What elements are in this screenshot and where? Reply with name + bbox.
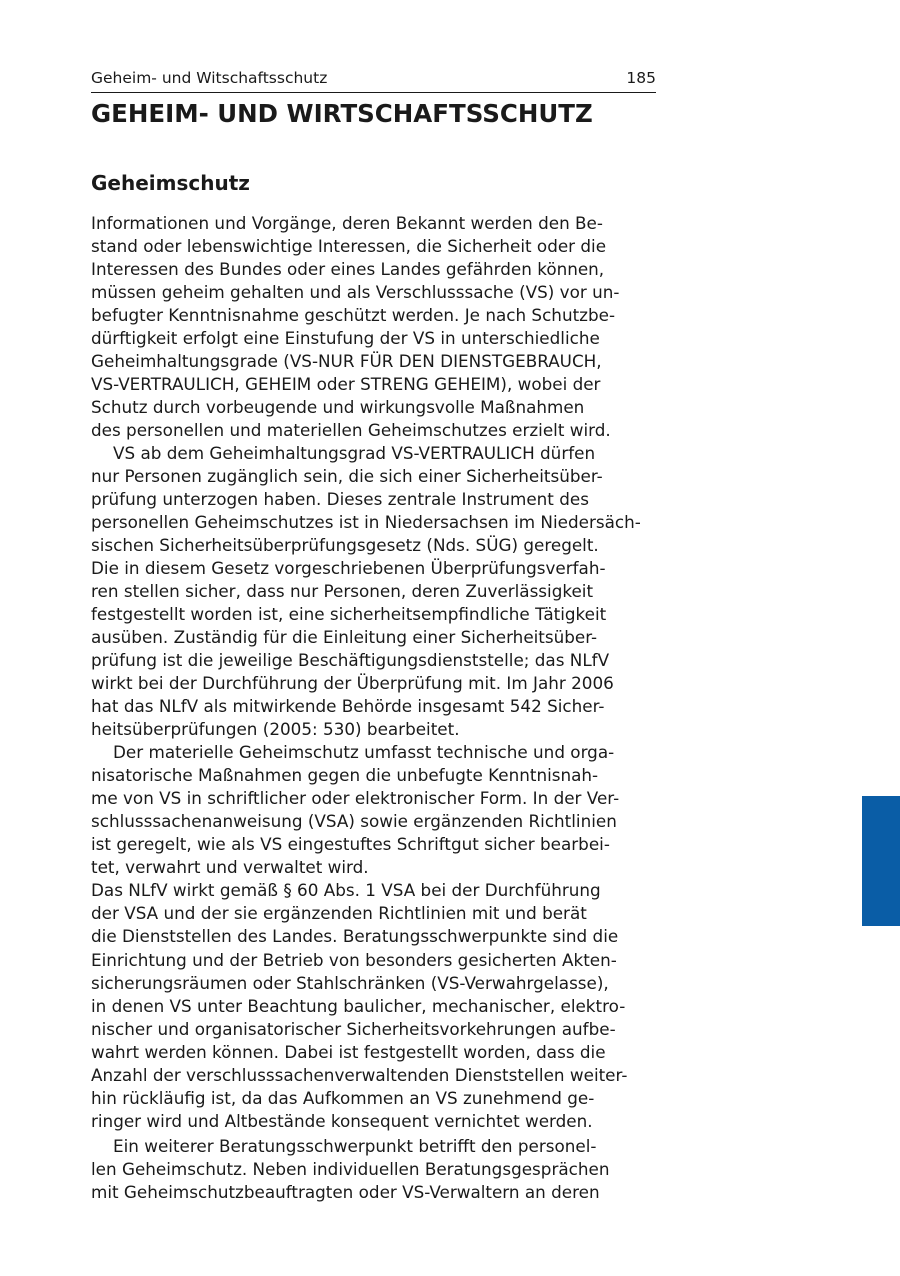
- text-line: in denen VS unter Beachtung baulicher, mechanischer, elektro-: [91, 995, 626, 1016]
- text-line: nischer und organisatorischer Sicherheitsvorkehrungen aufbe-: [91, 1018, 616, 1039]
- text-line: mit Geheimschutzbeauftragten oder VS-Verwaltern an deren: [91, 1181, 600, 1202]
- text-line: Der materielle Geheimschutz umfasst technische und orga-: [113, 742, 615, 763]
- text-line: sicherungsräumen oder Stahlschränken (VS-Verwahrgelasse),: [91, 972, 609, 993]
- text-line: Geheimhaltungsgrade (VS-NUR FÜR DEN DIENSTGEBRAUCH,: [91, 351, 602, 372]
- section-title: Geheimschutz: [91, 171, 250, 195]
- text-line: müssen geheim gehalten und als Verschlusssache (VS) vor un-: [91, 282, 620, 303]
- running-header: [91, 66, 656, 93]
- text-line: wahrt werden können. Dabei ist festgestellt worden, dass die: [91, 1041, 606, 1062]
- text-line: des personellen und materiellen Geheimschutzes erzielt wird.: [91, 420, 611, 441]
- paragraph-4: [91, 879, 666, 1132]
- running-title: Geheim- und Witschaftsschutz: [91, 69, 328, 87]
- text-line: dürftigkeit erfolgt eine Einstufung der VS in unterschiedliche: [91, 328, 600, 349]
- text-line: Schutz durch vorbeugende und wirkungsvolle Maßnahmen: [91, 397, 585, 418]
- paragraph-3: [91, 741, 666, 879]
- page-number: 185: [626, 69, 656, 87]
- paragraph-1: [91, 212, 666, 442]
- text-line: VS-VERTRAULICH, GEHEIM oder STRENG GEHEIM), wobei der: [91, 374, 601, 395]
- text-line: wirkt bei der Durchführung der Überprüfung mit. Im Jahr 2006: [91, 673, 614, 694]
- text-line: me von VS in schriftlicher oder elektronischer Form. In der Ver-: [91, 788, 620, 809]
- text-line: stand oder lebenswichtige Interessen, die Sicherheit oder die: [91, 236, 607, 257]
- text-line: len Geheimschutz. Neben individuellen Beratungsgesprächen: [91, 1158, 610, 1179]
- text-line: Einrichtung und der Betrieb von besonders gesicherten Akten-: [91, 949, 617, 970]
- paragraph-5: [91, 1135, 666, 1204]
- text-line: Das NLfV wirkt gemäß § 60 Abs. 1 VSA bei der Durchführung: [91, 880, 601, 901]
- text-line: der VSA und der sie ergänzenden Richtlinien mit und berät: [91, 903, 587, 924]
- text-line: tet, verwahrt und verwaltet wird.: [91, 857, 369, 878]
- text-line: Die in diesem Gesetz vorgeschriebenen Überprüfungsverfah-: [91, 558, 606, 579]
- chapter-title: GEHEIM- UND WIRTSCHAFTSSCHUTZ: [91, 99, 593, 128]
- text-line: festgestellt worden ist, eine sicherheitsempfindliche Tätigkeit: [91, 604, 607, 625]
- text-line: hin rückläufig ist, da das Aufkommen an VS zunehmend ge-: [91, 1087, 595, 1108]
- text-line: prüfung unterzogen haben. Dieses zentrale Instrument des: [91, 489, 589, 510]
- text-line: schlusssachenanweisung (VSA) sowie ergänzenden Richtlinien: [91, 811, 617, 832]
- text-line: VS ab dem Geheimhaltungsgrad VS-VERTRAULICH dürfen: [113, 443, 596, 464]
- text-line: ausüben. Zuständig für die Einleitung einer Sicherheitsüber-: [91, 627, 598, 648]
- body-text: [91, 212, 666, 1204]
- text-line: Interessen des Bundes oder eines Landes gefährden können,: [91, 259, 605, 280]
- text-line: hat das NLfV als mitwirkende Behörde insgesamt 542 Sicher-: [91, 696, 605, 717]
- text-line: ren stellen sicher, dass nur Personen, deren Zuverlässigkeit: [91, 581, 594, 602]
- paragraph-2: [91, 442, 666, 741]
- text-line: Anzahl der verschlusssachenverwaltenden Dienststellen weiter-: [91, 1064, 628, 1085]
- text-line: Informationen und Vorgänge, deren Bekannt werden den Be-: [91, 213, 603, 233]
- text-line: heitsüberprüfungen (2005: 530) bearbeitet.: [91, 719, 460, 740]
- text-line: befugter Kenntnisnahme geschützt werden. Je nach Schutzbe-: [91, 305, 616, 326]
- text-line: sischen Sicherheitsüberprüfungsgesetz (Nds. SÜG) geregelt.: [91, 535, 599, 556]
- text-line: die Dienststellen des Landes. Beratungsschwerpunkte sind die: [91, 926, 619, 947]
- text-line: ist geregelt, wie als VS eingestuftes Schriftgut sicher bearbei-: [91, 834, 610, 855]
- chapter-marker-tab: [862, 796, 900, 926]
- text-line: nisatorische Maßnahmen gegen die unbefugte Kenntnisnah-: [91, 765, 599, 786]
- text-line: prüfung ist die jeweilige Beschäftigungsdienststelle; das NLfV: [91, 650, 610, 671]
- text-line: Ein weiterer Beratungsschwerpunkt betrifft den personel-: [113, 1135, 597, 1156]
- text-line: personellen Geheimschutzes ist in Niedersachsen im Niedersäch-: [91, 512, 641, 533]
- text-line: ringer wird und Altbestände konsequent vernichtet werden.: [91, 1110, 593, 1131]
- text-line: nur Personen zugänglich sein, die sich einer Sicherheitsüber-: [91, 466, 603, 487]
